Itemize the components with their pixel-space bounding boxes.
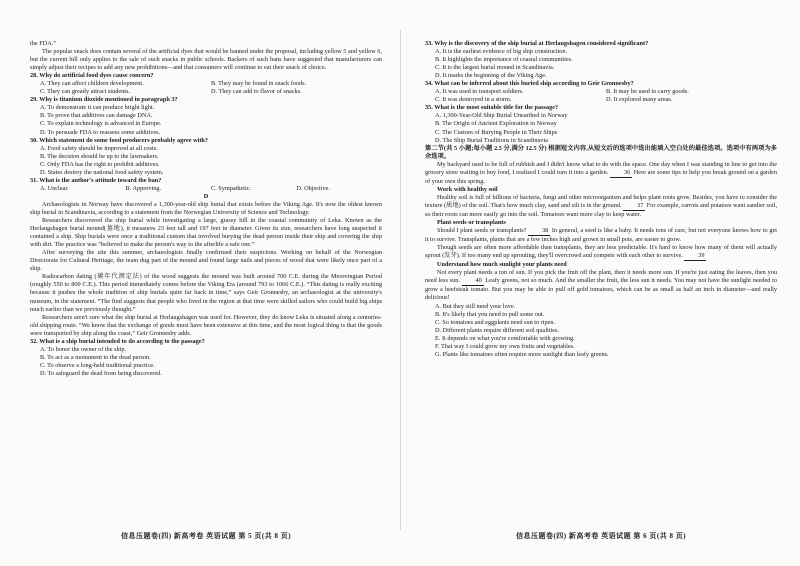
choice-c: C. So tomatoes and eggplants need sun to ripen. xyxy=(435,318,556,326)
choice-a: A. But they still need your love. xyxy=(435,302,516,310)
blank-39: 39 xyxy=(684,252,706,261)
page-5-column xyxy=(30,40,382,522)
option-29d: D. To persuade FDA to reassess some additives. xyxy=(40,128,161,136)
option-32b: B. To act as a monument to the dead person. xyxy=(40,353,151,361)
section-2-title xyxy=(425,145,777,161)
soil-text-a: Healthy soil is full of billions of bacteria, fungi and other microorganism and helps plant roots grow. Besides, you have to consider the texture (质地) of the soil. That's how much clay, sand and silt is in the ground. xyxy=(425,193,777,209)
question-31-options xyxy=(30,185,382,193)
option-30c: C. Only FDA has the right to prohibit additives. xyxy=(40,160,160,168)
choice-b: B. It's likely that you need to pull some out. xyxy=(435,310,545,318)
option-28a: A. They can affect children development. xyxy=(40,80,144,88)
option-29a: A. To demonstrate it can produce bright light. xyxy=(40,104,155,112)
page-6-footer: 信息压题卷(四) 新高考卷 英语试题 第 6 页(共 8 页) xyxy=(515,532,687,540)
question-32: 32. What is a ship burial intended to do according to the passage? xyxy=(30,337,205,345)
passage-d-paragraph-2: Researchers discovered the ship burial while investigating a large, grassy hill in the coastal community of Leka. Known as the Herlaugshagen burial mound(墓地), it measures 23 feet tall and 197 feet in diameter. Given its size, researchers have long suspected it contained a ship. Ship burials were once a traditional custom that involved burying the dead person inside their ship and covering the ship with dirt. The practice was “believed to make the person's way to the afterlife a safe one.” xyxy=(30,217,382,249)
option-31a: A. Unclear. xyxy=(40,184,69,192)
soil-text-b: For example, carrots and potatoes want sandier soil, so their roots can more easily go into the soil. Tomatoes want more clay to keep water. xyxy=(425,201,777,218)
option-33c: C. It is the largest burial mound in Scandinavia. xyxy=(435,64,555,72)
sprout-text: Though seeds are often more affordable than transplants, they are less predictable. It's hard to know how many of them will actually sprout (发芽). If too many end up sprouting, they'll overcrowd and compete with each other to survive. xyxy=(425,244,777,260)
question-34: 34. What can be inferred about this buried ship according to Geir Gronnesby? xyxy=(425,80,634,88)
option-32c: C. To observe a long-held traditional practice. xyxy=(40,361,155,369)
question-29: 29. Why is titanium dioxide mentioned in paragraph 3? xyxy=(30,96,178,104)
option-34c: C. It was destroyed in a storm. xyxy=(435,96,512,104)
option-35c: C. The Custom of Burying People in Their Ships xyxy=(435,128,558,136)
option-28c: C. They can greatly attract students. xyxy=(40,88,130,96)
question-30: 30. Which statement do some food producers probably agree with? xyxy=(30,136,209,144)
question-28: 28. Why do artificial food dyes cause concern? xyxy=(30,72,154,80)
intro-text-b: Here are some tips to help you break ground on a garden of your own this spring. xyxy=(425,168,777,185)
question-33: 33. Why is the discovery of the ship burial at Herlaugshagen considered significant? xyxy=(425,40,649,47)
page-6-column xyxy=(425,40,777,522)
seeds-paragraph xyxy=(425,227,777,244)
option-29c: C. To explain technology is advanced in Europe. xyxy=(40,120,162,128)
option-31d: D. Objective. xyxy=(296,184,330,192)
option-28d: D. They can add to flavor of snacks. xyxy=(211,88,302,96)
seven-choose-five-intro xyxy=(425,161,777,186)
question-34-options-row2 xyxy=(425,96,777,104)
intro-text-a: My backyard used to be full of rubbish and I didn't know what to do with the space. One day when I was standing in line to get into the grocery store waiting to buy food, I realized I could turn it into a garden. xyxy=(425,160,777,176)
option-30b: B. The decision should be up to the lawmakers. xyxy=(40,152,159,160)
option-35d: D. The Ship Burial Traditions in Scandinavia xyxy=(435,136,548,144)
option-30a: A. Food safety should be improved at all costs. xyxy=(40,144,158,152)
option-35b: B. The Origin of Ancient Exploration in Norway xyxy=(435,120,557,128)
sunlight-text-b: Leafy greens, not so much. And the smaller the fruit, the less sun it needs. You may not have the sunlight needed to grow a beefsteak tomato. But you may be able to pull off gold tomatoes, which can be as small as half an inch in diameter—and really delicious! xyxy=(425,277,777,302)
question-31: 31. What is the author's attitude toward the ban? xyxy=(30,176,162,184)
subheading-sunlight: Understand how much sunlight your plants need xyxy=(437,261,567,269)
option-34d: D. It explored many areas. xyxy=(606,96,673,104)
subheading-seeds-transplants: Plant seeds or transplants xyxy=(437,219,506,227)
seeds-text-a: Should I plant seeds or transplants? xyxy=(437,227,527,235)
option-35a: A. 1,300-Year-Old Ship Burial Unearthed in Norway xyxy=(435,112,568,120)
choice-g: G. Plants like tomatoes often require more sunlight than leafy greens. xyxy=(435,350,609,358)
option-34a: A. It was used to transport soldiers. xyxy=(435,88,524,96)
sunlight-paragraph xyxy=(425,269,777,302)
option-33b: B. It highlights the importance of coastal communities. xyxy=(435,56,573,64)
option-33d: D. It marks the beginning of the Viking Age. xyxy=(435,72,547,80)
choice-e: E. It depends on what you're comfortable with growing. xyxy=(435,334,575,342)
option-33a: A. It is the earliest evidence of big ship construction. xyxy=(435,48,568,56)
option-30d: D. States destroy the national food safety system. xyxy=(40,168,164,176)
passage-d-paragraph-1: Archaeologists in Norway have discovered a 1,300-year-old ship burial that exists before the Viking Age. It's now the oldest known ship burial in Scandinavia, according to a statement from the Norwegian University of Science and Technology. xyxy=(30,200,382,216)
passage-d-paragraph-5: Researchers aren't sure what the ship burial at Herlaugshagen was used for. However, they do know Leka is situated along a centuries-old shipping route. “We know that the exchange of goods must have been extensive at this time, and the most logical thing is that the goods were transported by ship along the coast,” Geir Gronnesby adds. xyxy=(30,313,382,337)
sprout-paragraph xyxy=(425,244,777,261)
section-2-instructions: 根据短文内容,从短文后的选项中选出能填入空白处的最佳选项。选项中有两项为多余选项。 xyxy=(425,144,777,160)
blank-38: 38 xyxy=(528,227,550,236)
option-31c: C. Sympathetic. xyxy=(211,184,252,192)
soil-paragraph xyxy=(425,194,777,219)
passage-d-paragraph-4: Radiocarbon dating (碳年代测定法) of the wood suggests the mound was built around 700 C.E. during the Merovingian Period (roughly 550 to 800 C.E.). This period immediately comes before the Viking Era (around 793 to 1066 C.E.). “This dating is really exciting because it pushes the whole tradition of ship burials quite far back in time,” says Geir Gronnesby, an archaeologist at the university's museum, in the statement. “The find suggests that people who lived in the region at that time were skilled sailors who could build big ships much earlier than we previously thought.” xyxy=(30,273,382,313)
blank-40: 40 xyxy=(462,277,484,286)
choice-d: D. Different plants require different soil qualities. xyxy=(435,326,560,334)
blank-37: 37 xyxy=(623,202,645,211)
question-28-options-row2 xyxy=(30,88,382,96)
page-divider xyxy=(400,30,401,530)
option-29b: B. To prove that additives can damage DNA. xyxy=(40,112,153,120)
passage-d-paragraph-3: After surveying the site this summer, archaeologists finally confirmed their suspicions. Working on behalf of the Norwegian Directorate for Cultural Heritage, the team dug part of the mound and found large nails and pieces of wood that were likely once part of a ship. xyxy=(30,249,382,273)
passage-c-last-paragraph: The popular snack does contain several of the artificial dyes that would be banned under the proposal, including yellow 5 and yellow 6, but the current bill only applies to the sale of such snacks in public schools. Backers of such bans have suggested that manufacturers can simply adjust their recipes to add any new prohibitions—and that consumers will continue to eat their snack of choice. xyxy=(30,48,382,72)
section-d-heading: D xyxy=(203,192,209,200)
question-34-options-row1 xyxy=(425,88,777,96)
sunlight-text-a: Not every plant needs a ton of sun. If you pick the fruit off the plant, then it needs more sun. If you're just eating the leaves, then you need less sun. xyxy=(425,269,777,285)
option-32a: A. To honor the owner of the ship. xyxy=(40,345,127,353)
section-2-title-text: 第二节(共 5 小题;每小题 2.5 分,满分 12.5 分) xyxy=(425,144,547,152)
intro-fragment: the FDA.” xyxy=(30,40,57,47)
subheading-healthy-soil: Work with healthy soil xyxy=(437,185,498,193)
question-35: 35. What is the most suitable title for the passage? xyxy=(425,104,559,112)
question-28-options-row1 xyxy=(30,80,382,88)
seeds-text-b: In general, a seed is like a baby. It needs tons of care, but not everyone knows how to get it to survive. Transplants, plants that are a few inches high and grown in small pots, are easier to grow. xyxy=(425,227,777,244)
option-34b: B. It may be used to carry goods. xyxy=(606,88,689,96)
option-28b: B. They may be found in snack foods. xyxy=(211,80,307,88)
option-32d: D. To safeguard the dead from being discovered. xyxy=(40,369,162,377)
blank-36: 36 xyxy=(610,169,632,178)
choice-f: F. That way I could grow my own fruits and vegetables. xyxy=(435,342,575,350)
option-31b: B. Approving. xyxy=(125,184,162,192)
page-5-footer: 信息压题卷(四) 新高考卷 英语试题 第 5 页(共 8 页) xyxy=(120,532,292,540)
